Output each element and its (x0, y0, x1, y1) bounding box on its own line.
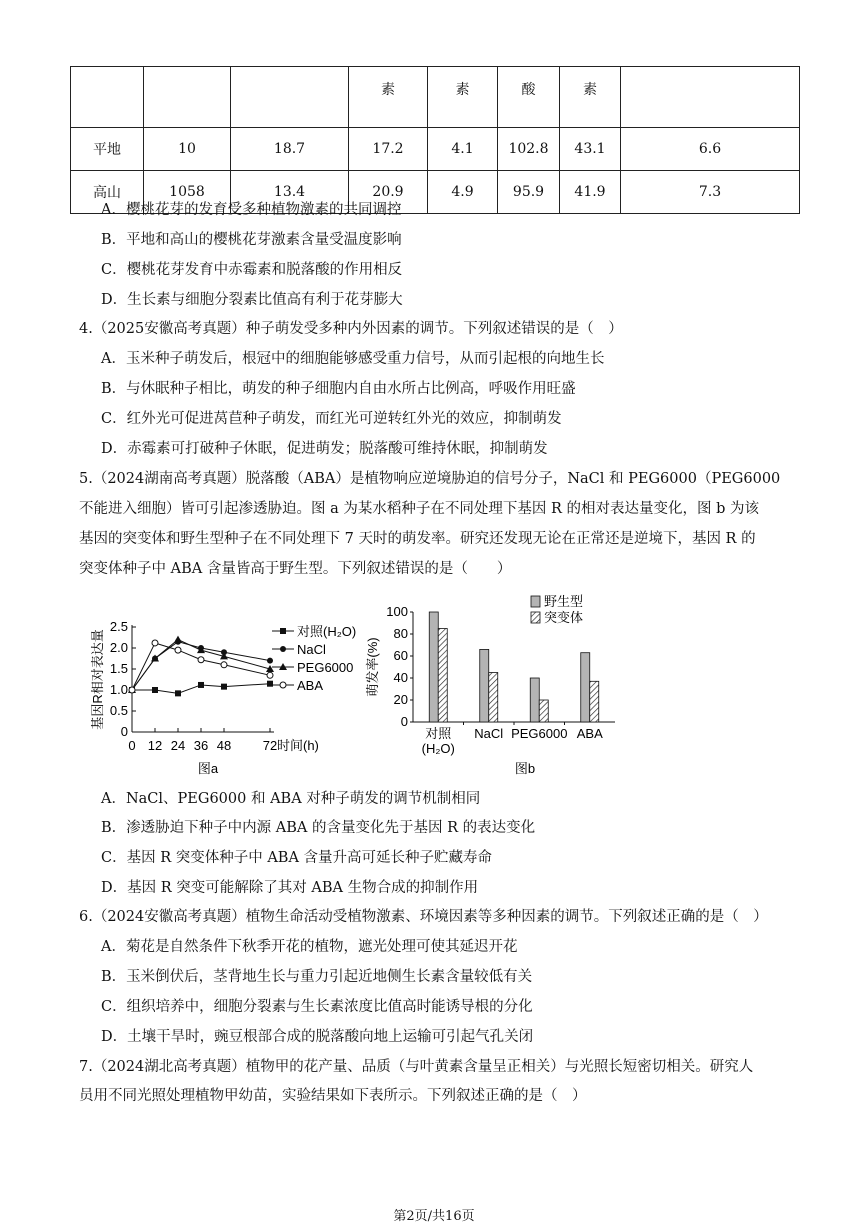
q6-option-a: A．菊花是自然条件下秋季开花的植物，遮光处理可使其延迟开花 (101, 939, 518, 955)
figure-caption: 图a (197, 761, 219, 776)
data-point (280, 628, 286, 634)
bar (429, 612, 438, 722)
data-point (175, 690, 181, 696)
legend-label: 对照(H₂O) (297, 624, 357, 639)
q4-stem: 4.（2025安徽高考真题）种子萌发受多种内外因素的调节。下列叙述错误的是（ ） (79, 321, 623, 337)
q5-option-c: C．基因 R 突变体种子中 ABA 含量升高可延长种子贮藏寿命 (101, 850, 493, 866)
legend-label: 突变体 (544, 610, 584, 625)
table-cell: 4.1 (428, 128, 498, 171)
legend-swatch (531, 596, 540, 607)
legend-swatch (531, 612, 540, 623)
q3-option-b: B．平地和高山的樱桃花芽激素含量受温度影响 (101, 232, 402, 248)
x-tick-label: 48 (216, 738, 232, 753)
q7-stem-line: 7.（2024湖北高考真题）植物甲的花产量、品质（与叶黄素含量呈正相关）与光照长短密切相关。研究人 (79, 1059, 754, 1075)
q5-option-a: A．NaCl、PEG6000 和 ABA 对种子萌发的调节机制相同 (101, 791, 481, 807)
table-cell: 17.2 (349, 128, 428, 171)
data-point (267, 658, 273, 664)
x-tick-label: 24 (170, 738, 186, 753)
table-cell: 43.1 (560, 128, 621, 171)
table-cell: 10 (144, 128, 231, 171)
table-cell: 95.9 (498, 171, 560, 214)
x-tick-label: 12 (147, 738, 163, 753)
y-tick-label: 20 (393, 692, 408, 707)
figure-caption: 图b (514, 761, 536, 776)
x-tick-label: 0 (128, 738, 136, 753)
table-row (71, 128, 800, 171)
y-tick-label: 60 (393, 648, 408, 663)
q5-stem-line: 基因的突变体和野生型种子在不同处理下 7 天时的萌发率。研究还发现无论在正常还是逆境下，基因 R 的 (79, 531, 756, 547)
hormone-table (70, 66, 800, 214)
y-tick-label: 0 (400, 714, 408, 729)
page-footer: 第2页/共16页 (393, 1209, 475, 1224)
y-tick-label: 100 (386, 604, 408, 619)
q5-option-d: D．基因 R 突变可能解除了其对 ABA 生物合成的抑制作用 (101, 880, 479, 896)
data-point (267, 672, 273, 678)
table-header-row (71, 67, 800, 128)
data-point (198, 657, 204, 663)
figure-b-bar-chart (365, 590, 625, 785)
y-tick-label: 40 (393, 670, 408, 685)
q5-stem-line: 5.（2024湖南高考真题）脱落酸（ABA）是植物响应逆境胁迫的信号分子，NaCl 和 PEG6000（PEG6000 (79, 471, 781, 487)
y-tick-label: 2.0 (109, 640, 128, 655)
y-tick-label: 0 (120, 724, 128, 739)
y-tick-label: 2.5 (109, 619, 128, 634)
q7-stem-line: 员用不同光照处理植物甲幼苗，实验结果如下表所示。下列叙述正确的是（ ） (79, 1088, 587, 1104)
bar (581, 653, 590, 722)
legend-label: NaCl (297, 642, 326, 657)
table-cell: 高山 (71, 171, 144, 214)
q6-option-d: D．土壤干旱时，豌豆根部合成的脱落酸向地上运输可引起气孔关闭 (101, 1029, 534, 1045)
data-point (152, 640, 158, 646)
bar (590, 681, 599, 722)
table-cell: 13.4 (231, 171, 349, 214)
data-point (129, 687, 135, 693)
bar (539, 700, 548, 722)
table-cell: 4.9 (428, 171, 498, 214)
q5-stem-line: 不能进入细胞）皆可引起渗透胁迫。图 a 为某水稻种子在不同处理下基因 R 的相对表达量变化，图 b 为该 (79, 501, 759, 517)
table-cell (144, 67, 231, 128)
q6-stem: 6.（2024安徽高考真题）植物生命活动受植物激素、环境因素等多种因素的调节。下列叙述正确的是（ ） (79, 909, 768, 925)
table-cell: 素 (560, 67, 621, 128)
table-cell: 20.9 (349, 171, 428, 214)
bar (438, 629, 447, 723)
data-point (174, 636, 182, 643)
table-cell: 素 (428, 67, 498, 128)
q3-option-a: A．樱桃花芽的发育受多种植物激素的共同调控 (101, 202, 402, 218)
y-tick-label: 0.5 (109, 703, 128, 718)
table-cell: 6.6 (621, 128, 800, 171)
y-axis-title: 萌发率(%) (365, 637, 380, 697)
q6-option-c: C．组织培养中，细胞分裂素与生长素浓度比值高时能诱导根的分化 (101, 999, 533, 1015)
legend-label: PEG6000 (297, 660, 354, 675)
table-cell: 7.3 (621, 171, 800, 214)
x-tick-label: 36 (193, 738, 209, 753)
bar (489, 673, 498, 723)
table-cell: 素 (349, 67, 428, 128)
legend-label: 野生型 (544, 594, 584, 609)
data-point (198, 682, 204, 688)
q4-option-d: D．赤霉素可打破种子休眠，促进萌发；脱落酸可维持休眠，抑制萌发 (101, 441, 548, 457)
y-tick-label: 1.5 (109, 661, 128, 676)
x-axis-title: 时间(h) (277, 738, 319, 753)
x-tick-label: (H₂O) (421, 741, 455, 756)
table-cell: 102.8 (498, 128, 560, 171)
y-axis-title: 基因R相对表达量 (90, 629, 105, 730)
x-tick-label: PEG6000 (511, 726, 568, 741)
table-cell (71, 67, 144, 128)
table-cell: 平地 (71, 128, 144, 171)
q3-option-c: C．樱桃花芽发育中赤霉素和脱落酸的作用相反 (101, 262, 403, 278)
legend-label: ABA (297, 678, 324, 693)
q5-option-b: B．渗透胁迫下种子中内源 ABA 的含量变化先于基因 R 的表达变化 (101, 820, 536, 836)
data-point (152, 687, 158, 693)
data-point (267, 681, 273, 687)
figure-a-line-chart (80, 600, 370, 785)
x-tick-label: ABA (576, 726, 603, 741)
q5-stem-line: 突变体种子中 ABA 含量皆高于野生型。下列叙述错误的是（ ） (79, 561, 512, 577)
table-cell: 41.9 (560, 171, 621, 214)
data-point (280, 682, 286, 688)
q4-option-b: B．与休眠种子相比，萌发的种子细胞内自由水所占比例高，呼吸作用旺盛 (101, 381, 576, 397)
data-point (175, 647, 181, 653)
y-tick-label: 80 (393, 626, 408, 641)
table-cell: 18.7 (231, 128, 349, 171)
q3-option-d: D．生长素与细胞分裂素比值高有利于花芽膨大 (101, 292, 403, 308)
q4-option-a: A．玉米种子萌发后，根冠中的细胞能够感受重力信号，从而引起根的向地生长 (101, 351, 605, 367)
q4-option-c: C．红外光可促进莴苣种子萌发，而红光可逆转红外光的效应，抑制萌发 (101, 411, 562, 427)
table-cell: 1058 (144, 171, 231, 214)
x-tick-label: 对照 (425, 726, 452, 741)
data-point (280, 646, 286, 652)
x-tick-label: 72 (262, 738, 278, 753)
data-point (221, 684, 227, 690)
table-cell (231, 67, 349, 128)
table-cell (621, 67, 800, 128)
data-point (221, 662, 227, 668)
x-tick-label: NaCl (474, 726, 504, 741)
bar (530, 678, 539, 722)
q6-option-b: B．玉米倒伏后，茎背地生长与重力引起近地侧生长素含量较低有关 (101, 969, 533, 985)
y-tick-label: 1.0 (109, 682, 128, 697)
bar (480, 649, 489, 722)
table-cell: 酸 (498, 67, 560, 128)
